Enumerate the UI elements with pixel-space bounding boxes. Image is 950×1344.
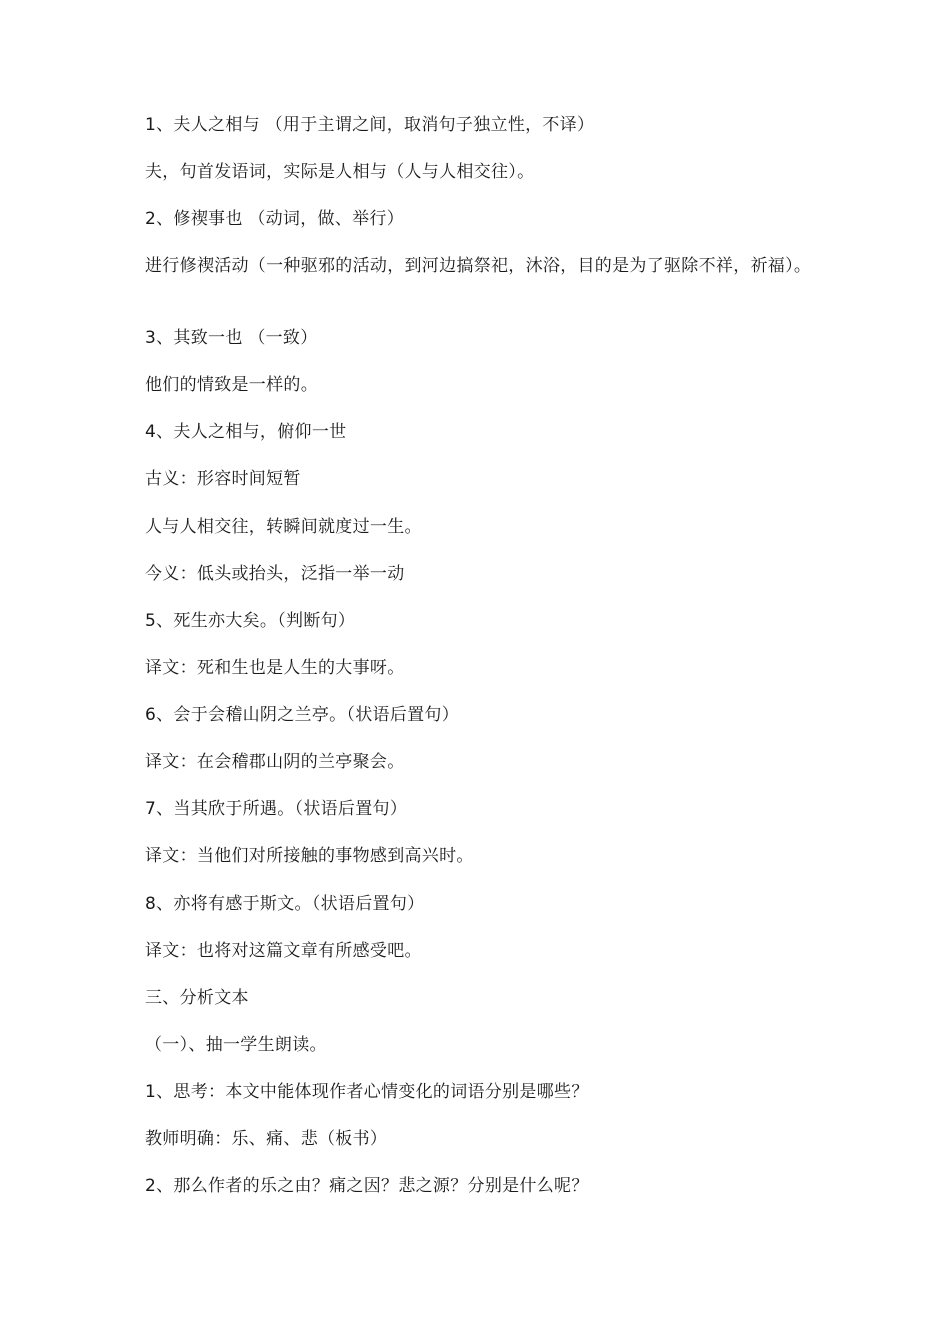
paragraph: 2、那么作者的乐之由？痛之因？悲之源？分别是什么呢？ [145,1176,589,1196]
paragraph: 6、会于会稽山阴之兰亭。（状语后置句） [145,705,460,725]
paragraph: 5、死生亦大矣。（判断句） [145,611,356,631]
paragraph: 7、当其欣于所遇。（状语后置句） [145,799,408,819]
paragraph: 8、亦将有感于斯文。（状语后置句） [145,894,425,914]
paragraph: 古义：形容时间短暂 [145,469,301,489]
paragraph: 译文：在会稽郡山阴的兰亭聚会。 [145,752,405,772]
paragraph: 夫，句首发语词，实际是人相与（人与人相交往）。 [145,162,535,182]
paragraph: 人与人相交往，转瞬间就度过一生。 [145,517,422,537]
paragraph: 3、其致一也 （一致） [145,328,318,348]
paragraph: （一）、抽一学生朗读。 [145,1035,327,1055]
paragraph: 教师明确：乐、痛、悲（板书） [145,1129,388,1149]
paragraph: 1、夫人之相与 （用于主谓之间，取消句子独立性，不译） [145,115,595,135]
paragraph: 译文：死和生也是人生的大事呀。 [145,658,405,678]
paragraph: 译文：也将对这篇文章有所感受吧。 [145,941,422,961]
paragraph: 1、思考：本文中能体现作者心情变化的词语分别是哪些？ [145,1082,589,1102]
paragraph: 他们的情致是一样的。 [145,375,318,395]
section-heading: 三、分析文本 [145,988,249,1008]
paragraph: 今义：低头或抬头，泛指一举一动 [145,564,405,584]
paragraph: 4、夫人之相与，俯仰一世 [145,422,347,442]
paragraph: 2、修禊事也 （动词，做、举行） [145,209,405,229]
paragraph: 译文：当他们对所接触的事物感到高兴时。 [145,846,474,866]
paragraph: 进行修禊活动（一种驱邪的活动，到河边搞祭祀，沐浴，目的是为了驱除不祥，祈福）。 [145,256,812,276]
